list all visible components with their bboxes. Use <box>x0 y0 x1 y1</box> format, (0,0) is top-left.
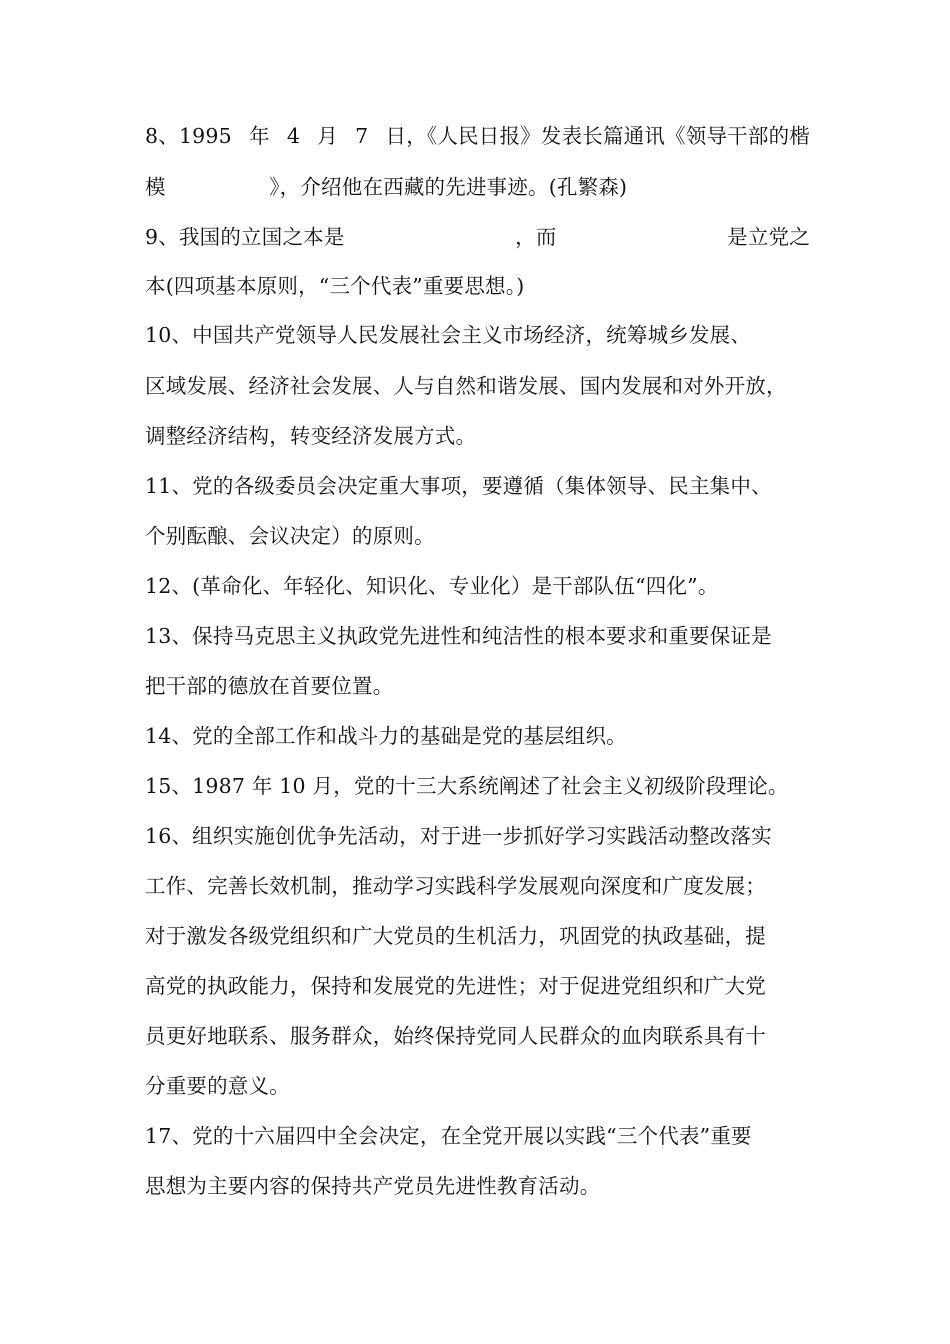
text-segment: 年 <box>249 124 270 148</box>
text-line-q14: 14、党的全部工作和战斗力的基础是党的基层组织。 <box>145 724 627 748</box>
text-line-q16-cont: 高党的执政能力，保持和发展党的先进性；对于促进党组织和广大党 <box>145 974 766 998</box>
text-segment: 日，《人民日报》发表长篇通讯《领导干部的楷 <box>385 124 810 148</box>
text-segment: 8、1995 <box>145 124 232 148</box>
text-line-q16: 16、组织实施创优争先活动，对于进一步抓好学习实践活动整改落实 <box>145 824 772 848</box>
text-line-q12: 12、(革命化、年轻化、知识化、专业化）是干部队伍“四化”。 <box>145 574 719 598</box>
text-line-q16-cont: 分重要的意义。 <box>145 1074 290 1098</box>
text-segment: 4 <box>286 124 301 148</box>
text-line-q8-cont: 模 》，介绍他在西藏的先进事迹。(孔繁森) <box>145 175 628 199</box>
text-segment: 9、我国的立国之本是 <box>145 225 345 249</box>
text-line-q15: 15、1987 年 10 月，党的十三大系统阐述了社会主义初级阶段理论。 <box>145 774 789 798</box>
text-line-q10: 10、中国共产党领导人民发展社会主义市场经济，统筹城乡发展、 <box>145 323 752 347</box>
text-line-q8 <box>145 122 810 150</box>
text-segment: ，而 <box>515 225 557 249</box>
text-line-q9-cont: 本(四项基本原则，“三个代表”重要思想。) <box>145 274 525 298</box>
text-line-q9 <box>145 223 810 251</box>
text-line-q11-cont: 个别酝酿、会议决定）的原则。 <box>145 524 435 548</box>
text-line-q11: 11、党的各级委员会决定重大事项，要遵循（集体领导、民主集中、 <box>145 474 772 498</box>
text-line-q10-cont: 调整经济结构，转变经济发展方式。 <box>145 424 477 448</box>
text-line-q16-cont: 员更好地联系、服务群众，始终保持党同人民群众的血肉联系具有十 <box>145 1024 766 1048</box>
text-line-q17: 17、党的十六届四中全会决定，在全党开展以实践“三个代表”重要 <box>145 1124 752 1148</box>
text-line-q16-cont: 工作、完善长效机制，推动学习实践科学发展观向深度和广度发展； <box>145 874 766 898</box>
text-line-q13: 13、保持马克思主义执政党先进性和纯洁性的根本要求和重要保证是 <box>145 624 772 648</box>
text-line-q17-cont: 思想为主要内容的保持共产党员先进性教育活动。 <box>145 1174 601 1198</box>
text-line-q13-cont: 把干部的德放在首要位置。 <box>145 674 394 698</box>
text-segment: 月 <box>317 124 338 148</box>
text-segment: 7 <box>355 124 369 148</box>
text-segment: 是立党之 <box>727 225 810 249</box>
text-line-q16-cont: 对于激发各级党组织和广大党员的生机活力，巩固党的执政基础，提 <box>145 924 766 948</box>
text-line-q10-cont: 区域发展、经济社会发展、人与自然和谐发展、国内发展和对外开放， <box>145 374 787 398</box>
